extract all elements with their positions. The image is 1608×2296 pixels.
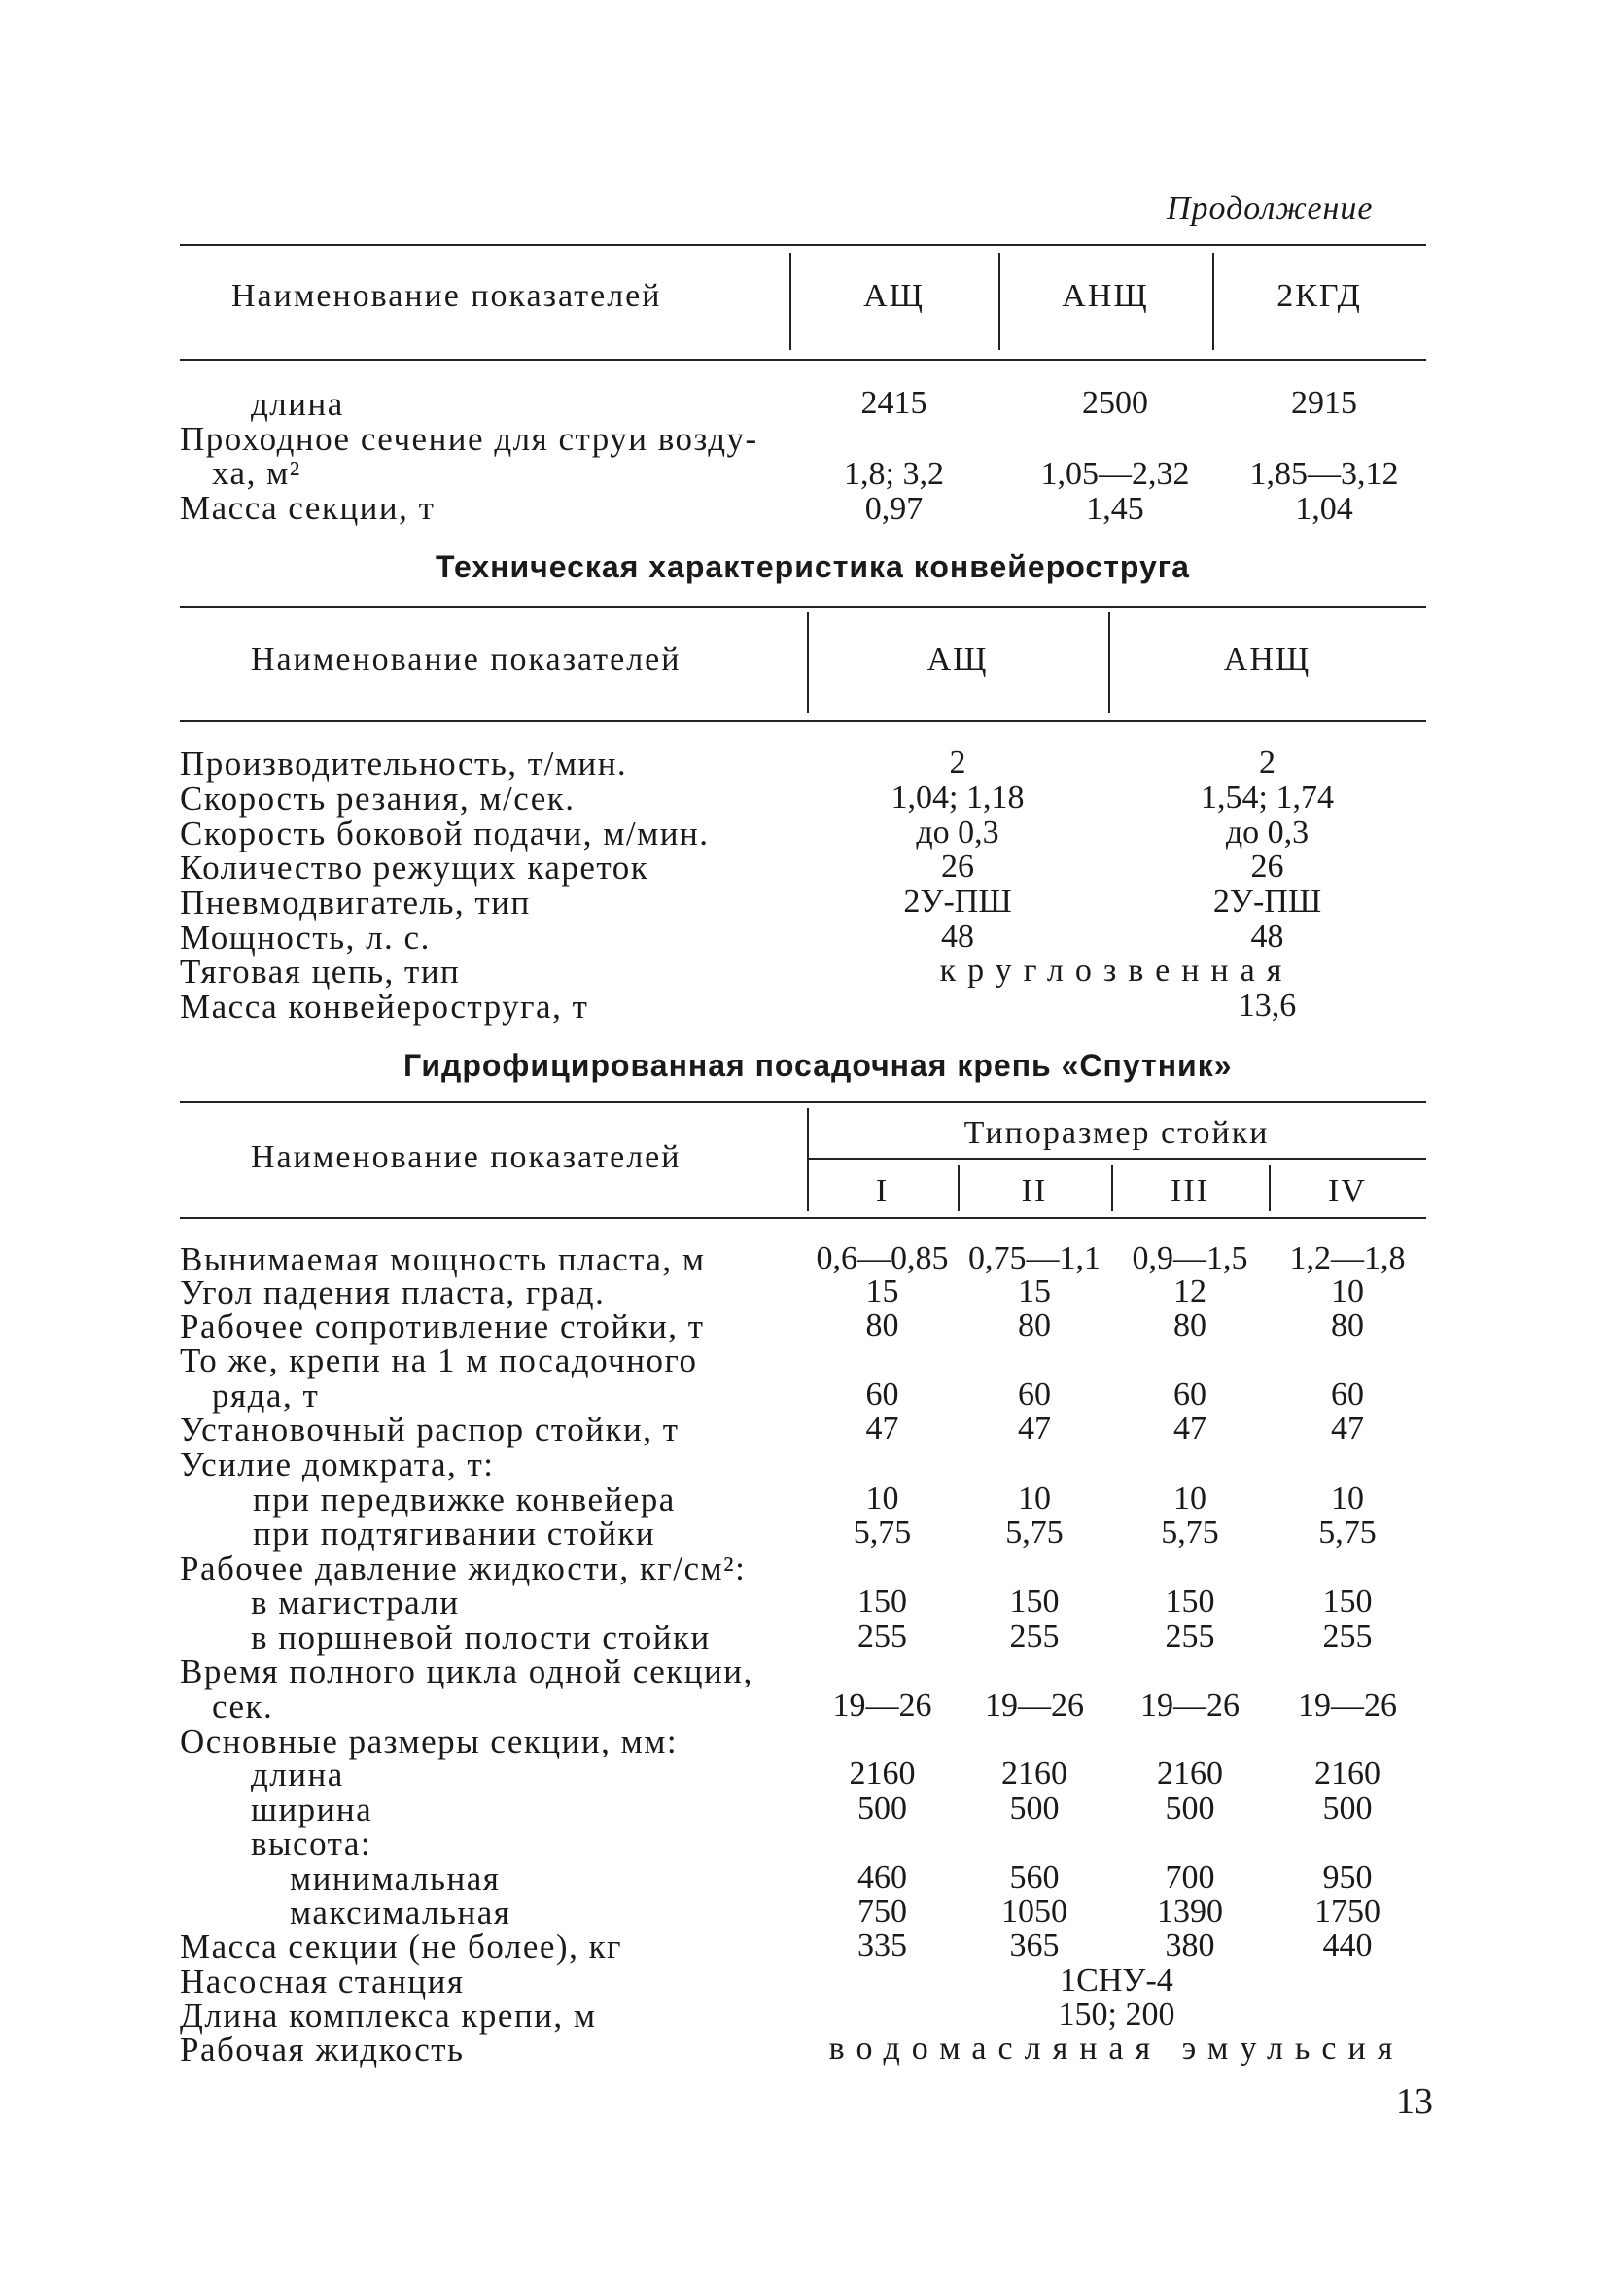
table3-header-col: I [875, 1173, 890, 1209]
table1-header-col: 2КГД [1276, 278, 1362, 314]
table-cell-span: 1СНУ-4 [1060, 1963, 1173, 1999]
table-row-label: Мощность, л. с. [180, 919, 431, 957]
table-cell: 255 [1165, 1618, 1215, 1654]
table-cell: 26 [1250, 849, 1284, 885]
table-cell: 19—26 [1298, 1687, 1397, 1723]
table-row-label: высота: [251, 1825, 372, 1862]
table-row-label: Скорость резания, м/сек. [180, 780, 576, 818]
table-row-label: ширина [251, 1791, 373, 1828]
table-row-label: Длина комплекса крепи, м [180, 1997, 597, 2035]
table1-header-col: АЩ [863, 278, 925, 314]
table-row-label: Количество режущих кареток [180, 849, 649, 887]
table-cell: 2У-ПШ [903, 884, 1012, 920]
table-cell: 365 [1009, 1928, 1060, 1964]
table-cell: 2160 [1157, 1756, 1223, 1792]
table-cell: 700 [1165, 1860, 1215, 1896]
table-row-label: Рабочая жидкость [180, 2031, 465, 2069]
table-cell: 2У-ПШ [1212, 884, 1322, 920]
table3-header-col: II [1021, 1173, 1048, 1209]
table-row-label: Усилие домкрата, т: [180, 1445, 495, 1483]
table-row-label: ха, м² [212, 454, 301, 492]
table-cell: до 0,3 [1225, 815, 1310, 851]
table-cell: 19—26 [985, 1687, 1084, 1723]
table-cell: 2500 [1082, 385, 1148, 421]
table-cell: 950 [1322, 1860, 1373, 1896]
table-cell: до 0,3 [916, 815, 999, 851]
table-cell: 460 [857, 1860, 907, 1896]
table1-header-rule [180, 359, 1426, 361]
table-cell: 48 [941, 919, 974, 955]
table-cell: 60 [1173, 1376, 1206, 1412]
table-row-label: длина [251, 1756, 344, 1793]
table-cell-span: водомасляная эмульсия [828, 2031, 1405, 2067]
table-row-label: ряда, т [212, 1376, 320, 1414]
table-cell: 47 [1018, 1410, 1051, 1446]
table-row-label: То же, крепи на 1 м посадочного [180, 1341, 698, 1379]
table-row-label: при передвижке конвейера [253, 1480, 676, 1518]
table-cell: 19—26 [832, 1687, 932, 1723]
table-cell: 1,2—1,8 [1289, 1240, 1406, 1276]
table-cell: 0,9—1,5 [1132, 1240, 1248, 1276]
table-cell: 150 [1322, 1583, 1373, 1619]
table-cell: 2 [949, 745, 966, 781]
table-row-label: в поршневой полости стойки [251, 1618, 711, 1656]
table-cell: 47 [865, 1410, 899, 1446]
table-row-label: Время полного цикла одной секции, [180, 1652, 753, 1690]
table-cell: 1,8; 3,2 [844, 456, 944, 492]
table-row-label: Основные размеры секции, мм: [180, 1722, 679, 1760]
table-row-label: Масса секции (не более), кг [180, 1928, 622, 1966]
table-cell: 500 [1009, 1791, 1060, 1826]
section-title: Гидрофицированная посадочная крепь «Спутник» [403, 1048, 1233, 1083]
table-cell: 5,75 [1318, 1514, 1377, 1550]
table-cell: 380 [1165, 1928, 1215, 1964]
table-row-label: максимальная [290, 1894, 511, 1931]
table-row-label: Пневмодвигатель, тип [180, 884, 531, 922]
table-cell: 5,75 [1161, 1514, 1219, 1550]
table-cell: 80 [865, 1307, 899, 1343]
table2-header-col: АЩ [926, 642, 989, 678]
table3-top-rule [180, 1101, 1426, 1103]
table-cell: 1,05—2,32 [1040, 456, 1190, 492]
table3-header-name: Наименование показателей [251, 1139, 682, 1175]
table-cell: 2160 [1001, 1756, 1067, 1792]
table-cell: 0,75—1,1 [968, 1240, 1101, 1276]
table-cell: 48 [1250, 919, 1284, 955]
table-cell-span: 150; 200 [1058, 1997, 1175, 2033]
table2-header-rule [180, 720, 1426, 722]
table-cell: 80 [1331, 1307, 1364, 1343]
table-row-label: Тяговая цепь, тип [180, 953, 461, 991]
table2-header-col: АНЩ [1223, 642, 1311, 678]
table-row-label: Угол падения пласта, град. [180, 1273, 606, 1311]
table-cell: 1750 [1314, 1894, 1381, 1930]
continuation-label: Продолжение [1167, 191, 1374, 226]
table-cell: 19—26 [1140, 1687, 1240, 1723]
table1-header-name: Наименование показателей [231, 278, 662, 314]
table-row-label: при подтягивании стойки [253, 1514, 656, 1552]
table-cell: 150 [1009, 1583, 1060, 1619]
table-cell: 26 [941, 849, 974, 885]
table-cell: 2 [1259, 745, 1276, 781]
table-cell: 255 [857, 1618, 907, 1654]
table-cell: 1,85—3,12 [1249, 456, 1399, 492]
table-row-label: Рабочее сопротивление стойки, т [180, 1307, 705, 1345]
table-row-label: Насосная станция [180, 1963, 465, 2000]
table-cell: 60 [1331, 1376, 1364, 1412]
table-cell: 1,45 [1086, 491, 1144, 527]
table-cell: 10 [1331, 1480, 1364, 1516]
table-row-label: минимальная [290, 1860, 501, 1897]
table-cell: 255 [1009, 1618, 1060, 1654]
table2-header-name: Наименование показателей [251, 642, 682, 678]
table-cell: 0,6—0,85 [816, 1240, 949, 1276]
table-cell: 500 [857, 1791, 907, 1826]
table-cell: 255 [1322, 1618, 1373, 1654]
table-cell: 60 [1018, 1376, 1051, 1412]
table-cell: 335 [857, 1928, 907, 1964]
table3-header-rule [180, 1217, 1426, 1219]
table-cell: 150 [857, 1583, 907, 1619]
table-row-label: Проходное сечение для струи возду- [180, 420, 758, 458]
table-cell: 10 [1331, 1273, 1364, 1309]
table-cell: 80 [1018, 1307, 1051, 1343]
table-cell: 47 [1331, 1410, 1364, 1446]
table-cell: 750 [857, 1894, 907, 1930]
table2-top-rule [180, 606, 1426, 608]
table-cell: 2160 [1314, 1756, 1381, 1792]
table-cell: 2415 [860, 385, 927, 421]
table-cell: 12 [1173, 1273, 1206, 1309]
table-cell: 13,6 [1238, 988, 1297, 1024]
table-cell: 1,04; 1,18 [891, 780, 1025, 816]
table-cell: 10 [1173, 1480, 1206, 1516]
table-cell: 60 [865, 1376, 899, 1412]
table-cell: 2915 [1291, 385, 1357, 421]
table-cell: 2160 [849, 1756, 916, 1792]
table-cell: 15 [1018, 1273, 1051, 1309]
table3-header-col: IV [1328, 1173, 1367, 1209]
table-cell: 150 [1165, 1583, 1215, 1619]
table-cell: 47 [1173, 1410, 1206, 1446]
table-row-label: сек. [212, 1687, 274, 1725]
table-cell: 5,75 [853, 1514, 912, 1550]
table-row-label: Масса конвейероструга, т [180, 988, 589, 1026]
table-row-label: в магистрали [251, 1583, 460, 1621]
table-cell: 10 [865, 1480, 899, 1516]
table3-header-col: III [1171, 1173, 1209, 1209]
table-cell: 440 [1322, 1928, 1373, 1964]
table-cell: 0,97 [864, 491, 924, 527]
table-cell: 5,75 [1005, 1514, 1064, 1550]
table1-header-col: АНЩ [1062, 278, 1149, 314]
table-cell: 1,54; 1,74 [1201, 780, 1334, 816]
table-cell: 80 [1173, 1307, 1206, 1343]
table-row-label: Производительность, т/мин. [180, 745, 628, 783]
table-cell: 1050 [1001, 1894, 1067, 1930]
table-cell: 560 [1009, 1860, 1060, 1896]
section-title: Техническая характеристика конвейероструга [436, 549, 1190, 584]
table-cell: 1390 [1157, 1894, 1223, 1930]
table-cell: 500 [1322, 1791, 1373, 1826]
table1-top-rule [180, 244, 1426, 246]
table-row-label: Рабочее давление жидкости, кг/см²: [180, 1549, 747, 1587]
table-row-label: длина [251, 385, 344, 423]
table-row-label: Вынимаемая мощность пласта, м [180, 1240, 706, 1278]
table3-header-group: Типоразмер стойки [963, 1115, 1270, 1151]
table-row-label: Масса секции, т [180, 489, 436, 527]
page-number: 13 [1396, 2081, 1433, 2122]
table-cell: 15 [865, 1273, 899, 1309]
table-cell: 1,04 [1295, 491, 1353, 527]
table-cell-span: круглозвенная [939, 953, 1294, 989]
table-row-label: Скорость боковой подачи, м/мин. [180, 815, 710, 852]
table-cell: 500 [1165, 1791, 1215, 1826]
table3-group-rule [807, 1158, 1426, 1160]
table-row-label: Установочный распор стойки, т [180, 1410, 680, 1448]
table-cell: 10 [1018, 1480, 1051, 1516]
